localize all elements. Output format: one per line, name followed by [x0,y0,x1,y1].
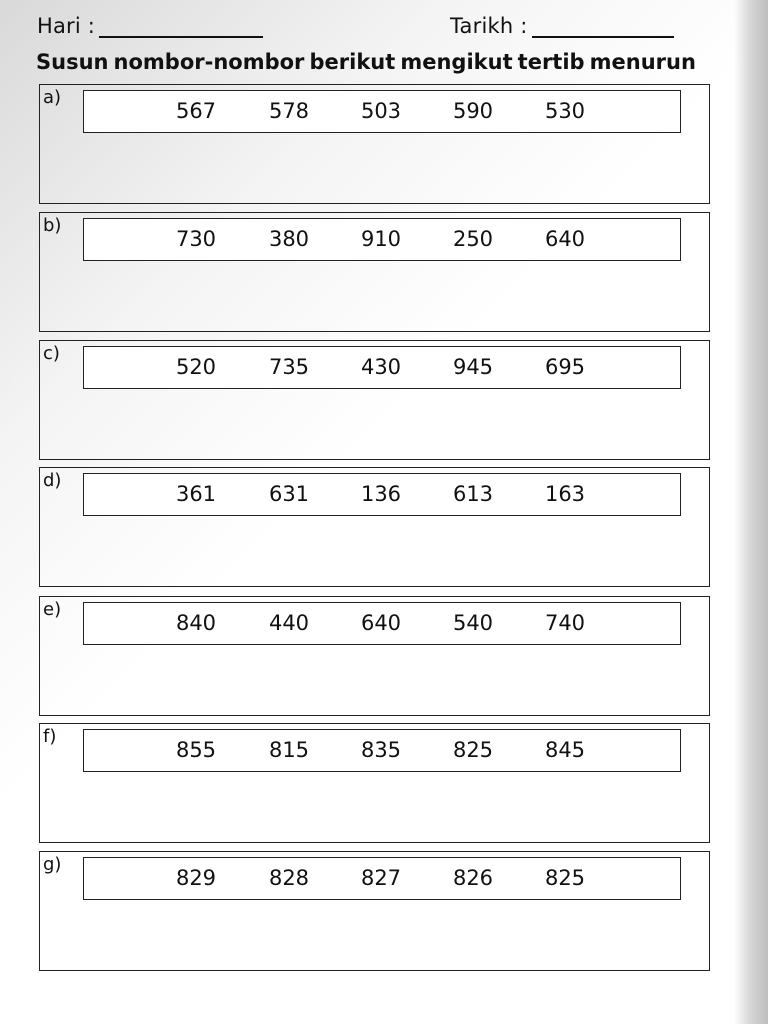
number: 503 [360,99,402,123]
number: 520 [175,355,217,379]
question-c [39,340,710,460]
question-d [39,467,710,587]
page-edge-shadow [734,0,768,1024]
question-label: d) [43,470,62,491]
date-label: Tarikh : [450,14,528,38]
number: 735 [268,355,310,379]
number: 640 [544,227,586,251]
instruction-word: nombor-nombor [113,50,305,74]
number: 250 [452,227,494,251]
date-blank-line[interactable] [532,18,674,38]
day-blank-line[interactable] [99,18,263,38]
question-b [39,212,710,332]
number: 361 [175,482,217,506]
number: 567 [175,99,217,123]
number: 855 [175,738,217,762]
number: 578 [268,99,310,123]
number: 825 [452,738,494,762]
instruction-text [36,50,696,74]
number-box [83,90,681,133]
number: 815 [268,738,310,762]
question-label: c) [43,343,60,364]
number: 825 [544,866,586,890]
instruction-word: mengikut [400,50,513,74]
instruction-word: Susun [36,50,109,74]
number-box [83,218,681,261]
number: 829 [175,866,217,890]
number: 163 [544,482,586,506]
number-box [83,729,681,772]
question-label: b) [43,215,62,236]
number: 945 [452,355,494,379]
number: 590 [452,99,494,123]
number: 136 [360,482,402,506]
number: 828 [268,866,310,890]
instruction-word: menurun [589,50,696,74]
instruction-word: tertib [517,50,585,74]
number: 440 [268,611,310,635]
number-box [83,857,681,900]
date-field [450,14,674,38]
number-box [83,346,681,389]
number: 845 [544,738,586,762]
number: 695 [544,355,586,379]
number: 380 [268,227,310,251]
day-label: Hari : [37,14,96,38]
question-f [39,723,710,843]
instruction-word: berikut [309,50,396,74]
number: 530 [544,99,586,123]
number-box [83,473,681,516]
number: 430 [360,355,402,379]
question-label: e) [43,599,62,620]
question-label: a) [43,87,62,108]
number-box [83,602,681,645]
day-field [37,14,263,38]
number: 910 [360,227,402,251]
number: 835 [360,738,402,762]
number: 826 [452,866,494,890]
question-a [39,84,710,204]
number: 640 [360,611,402,635]
question-e [39,596,710,716]
number: 540 [452,611,494,635]
question-label: f) [43,726,57,747]
number: 631 [268,482,310,506]
question-label: g) [43,854,62,875]
question-g [39,851,710,971]
number: 840 [175,611,217,635]
number: 740 [544,611,586,635]
number: 827 [360,866,402,890]
number: 613 [452,482,494,506]
number: 730 [175,227,217,251]
